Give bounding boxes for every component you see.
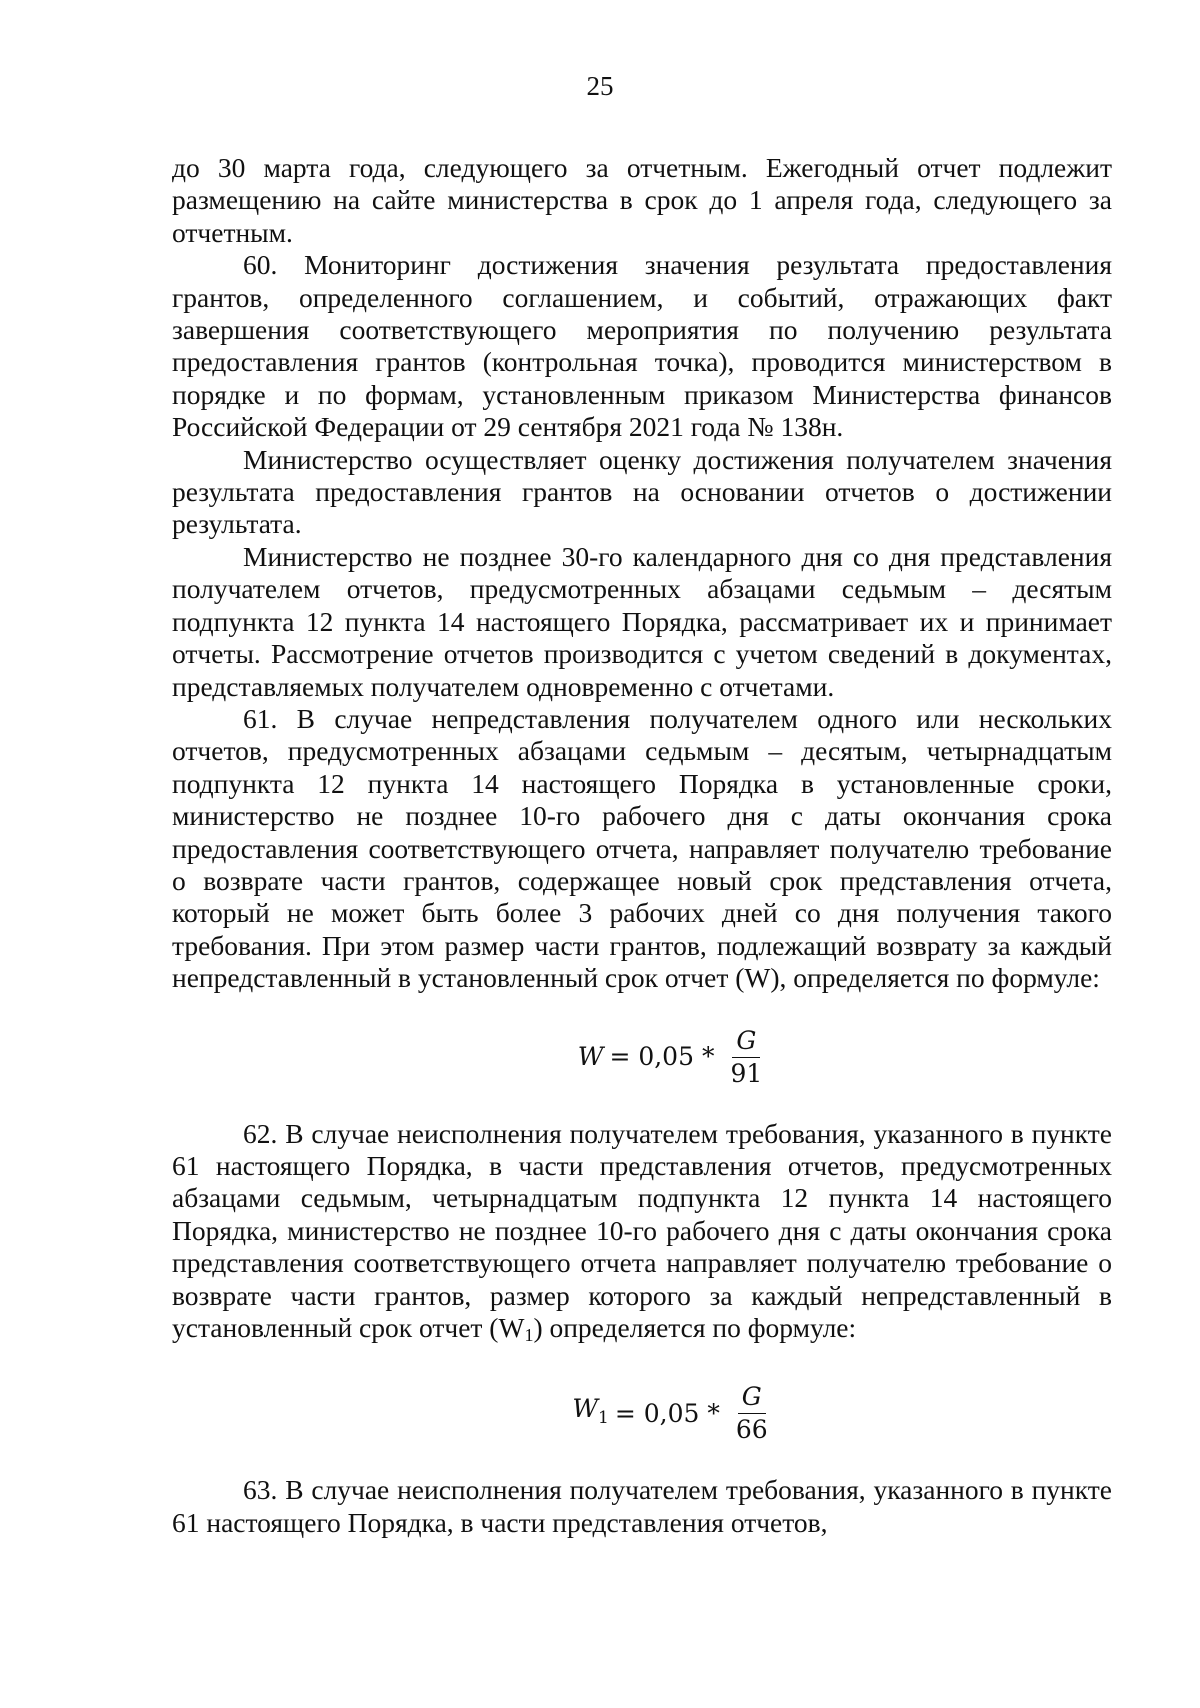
formula-w1-numerator: G [738, 1383, 766, 1414]
document-body [172, 152, 1112, 1539]
paragraph-continuation: до 30 марта года, следующего за отчетным. Ежегодный отчет подлежит размещению на сайте министерства в срок до 1 апреля года, следующего за отчетным. [172, 152, 1112, 248]
formula-w1-fraction [732, 1383, 772, 1444]
paragraph-60: 60. Мониторинг достижения значения результата предоставления грантов, определенного соглашением, и событий, отражающих факт завершения соответствующего мероприятия по получению результата предоставления грантов (контрольная точка), проводится министерством в порядке и по формам, установленным приказом Министерства финансов Российской Федерации от 29 сентября 2021 года № 138н. [172, 249, 1112, 443]
formula-w1-lhs-subscript: 1 [598, 1408, 609, 1429]
formula-w1 [172, 1351, 1112, 1474]
paragraph-61: 61. В случае непредставления получателем одного или нескольких отчетов, предусмотренных абзацами седьмым – десятым, четырнадцатым подпункта 12 пункта 14 настоящего Порядка в установленные сроки, министерство не позднее 10-го рабочего дня с даты окончания срока предоставления соответствующего отчета, направляет получателю требование о возврате части грантов, содержащее новый срок представления отчета, который не может быть более 3 рабочих дней со дня получения такого требования. При этом размер части грантов, подлежащий возврату за каждый непредставленный в установленный срок отчет (W), определяется по формуле: [172, 702, 1112, 994]
paragraph-62-subscript: 1 [524, 1325, 534, 1345]
formula-w-fraction [726, 1027, 766, 1088]
formula-w1-denominator: 66 [735, 1415, 768, 1445]
paragraph-62-text: 62. В случае неисполнения получателем требования, указанного в пункте 61 настоящего Порядка, в части представления отчетов, предусмотренных абзацами седьмым, четырнадцатым подпункта 12 пункта 14 настоящего Порядка, министерство не позднее 10-го рабочего дня с даты окончания срока представления соответствующего отчета направляет получателю требование о возврате части грантов, размер которого за каждый непредставленный в установленный срок отчет (W [172, 1117, 1112, 1343]
formula-w1-lhs-letter: W [572, 1394, 599, 1424]
formula-w [172, 995, 1112, 1118]
formula-w1-equals: = 0,05 * [614, 1398, 720, 1428]
paragraph-63: 63. В случае неисполнения получателем требования, указанного в пункте 61 настоящего Порядка, в части представления отчетов, [172, 1474, 1112, 1538]
page-number: 25 [586, 71, 614, 101]
paragraph-62-tail: ) определяется по формуле: [533, 1312, 857, 1343]
paragraph-assessment: Министерство осуществляет оценку достижения получателем значения результата предоставления грантов на основании отчетов о достижении результата. [172, 443, 1112, 540]
formula-w1-lhs [572, 1394, 609, 1433]
formula-w-denominator: 91 [730, 1058, 763, 1088]
paragraph-review: Министерство не позднее 30-го календарного дня со дня представления получателем отчетов, предусмотренных абзацами седьмым – десятым подпункта 12 пункта 14 настоящего Порядка, рассматривает их и принимает отчеты. Рассмотрение отчетов производится с учетом сведений в документах, представляемых получателем одновременно с отчетами. [172, 540, 1112, 702]
formula-w-numerator: G [732, 1027, 760, 1058]
formula-w-lhs: W [577, 1042, 604, 1072]
formula-w-equals: = 0,05 * [609, 1042, 715, 1072]
paragraph-62 [172, 1118, 1112, 1352]
